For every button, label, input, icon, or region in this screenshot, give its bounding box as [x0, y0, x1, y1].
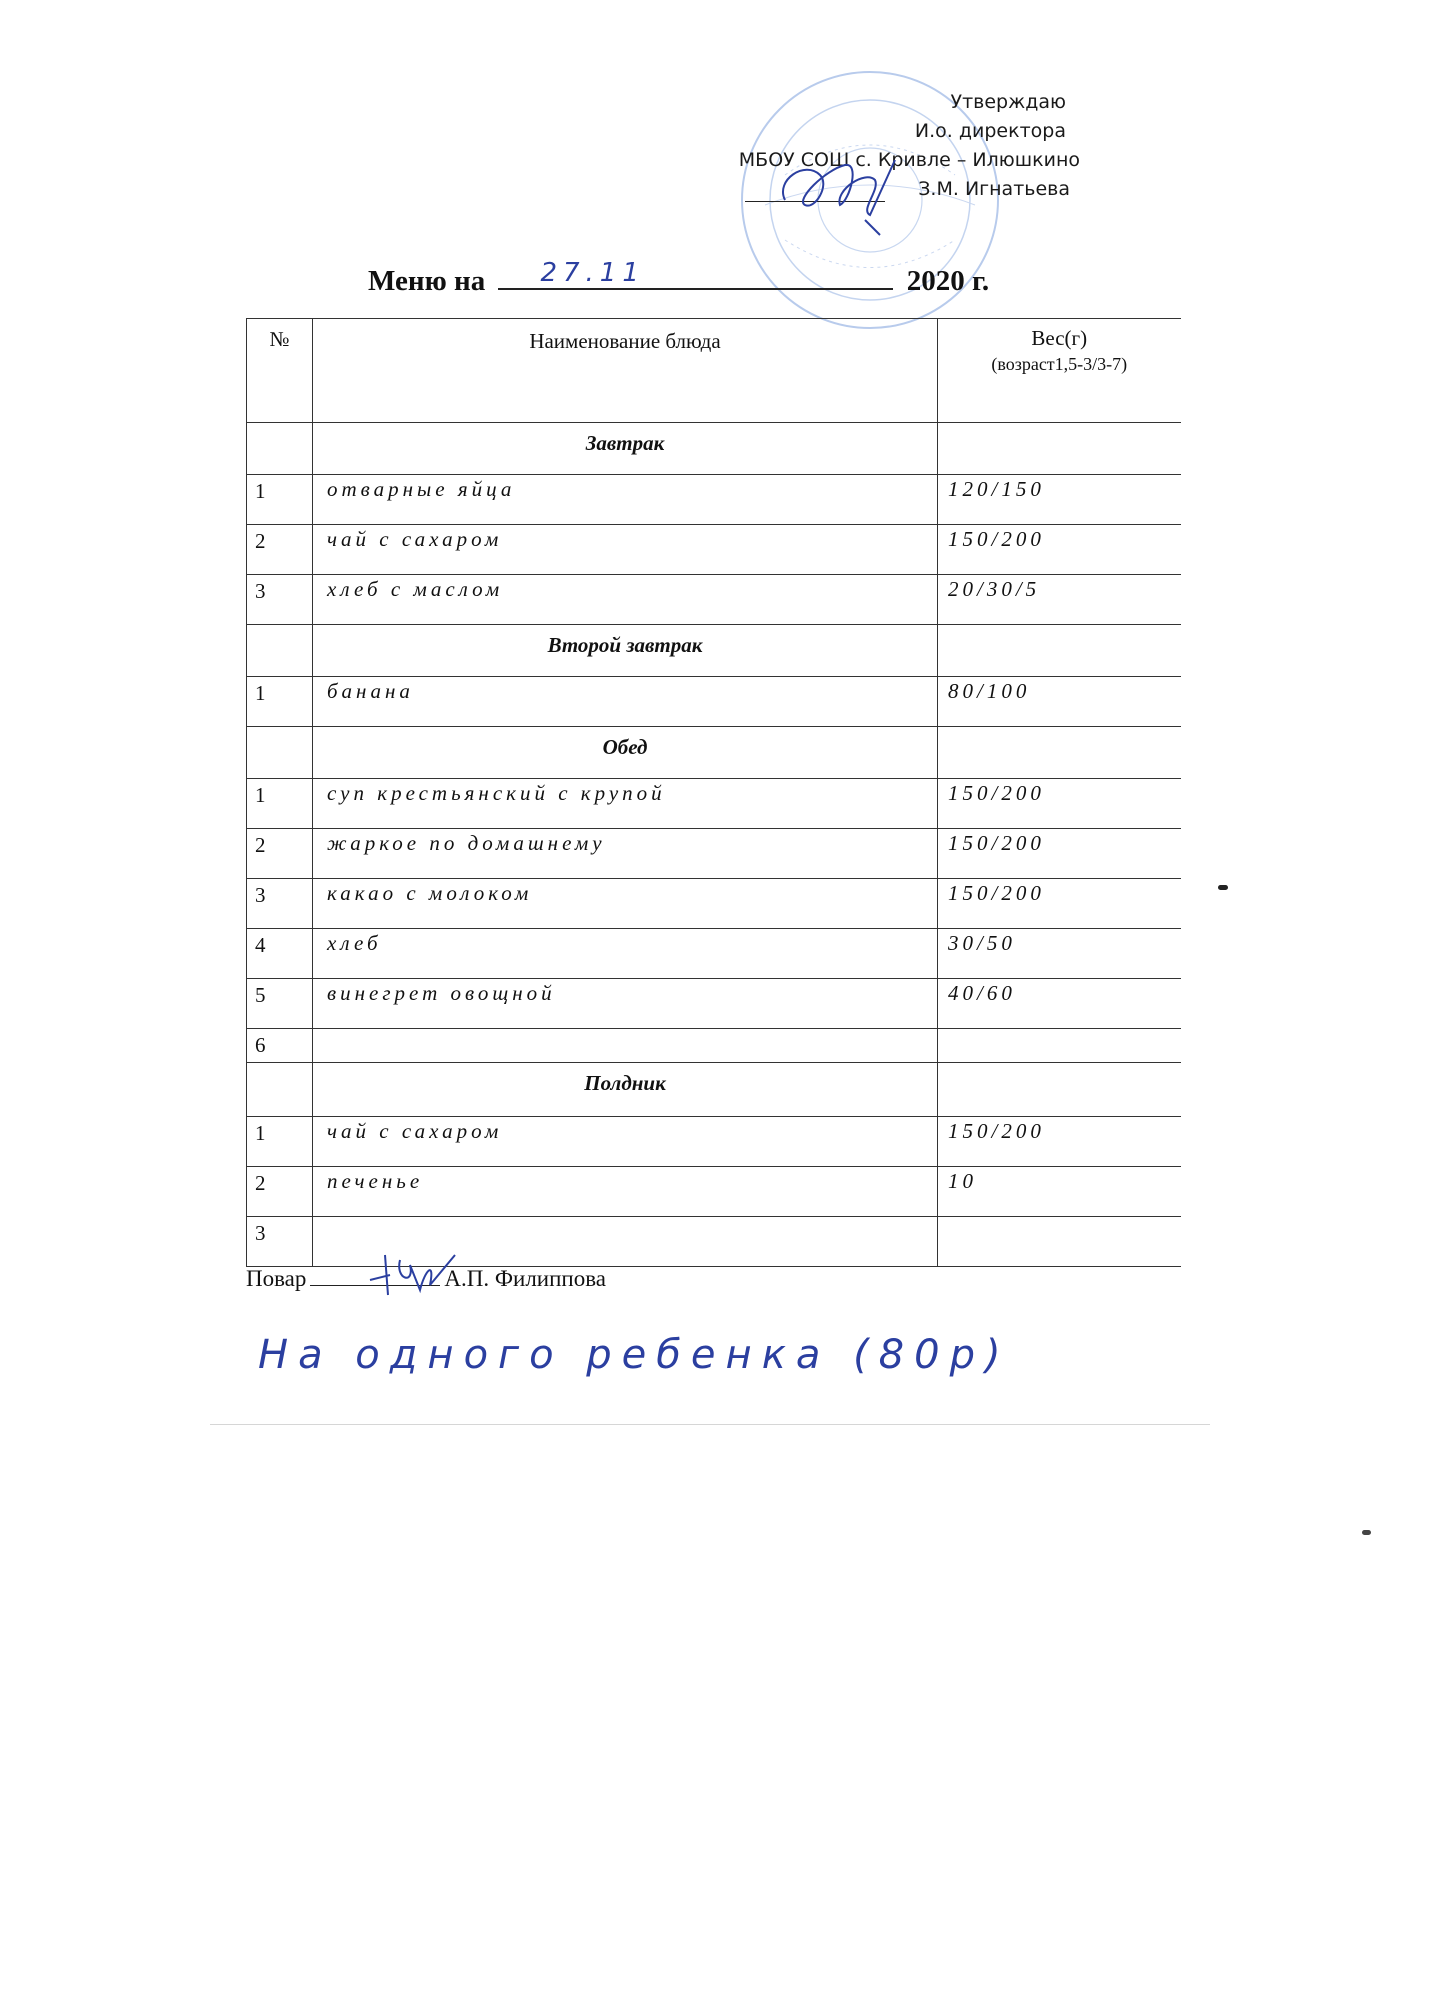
scan-speck [1362, 1530, 1371, 1535]
page-fold-line [210, 1424, 1210, 1425]
header-weight-age: (возраст1,5-3/3-7) [991, 354, 1128, 374]
dish-weight: 150/200 [948, 781, 1045, 805]
table-row [247, 475, 1181, 525]
section-weight-cell [938, 625, 1181, 677]
dish-name-cell [313, 1117, 938, 1167]
director-signature [765, 140, 915, 240]
weight-cell [938, 779, 1181, 829]
dish-name-cell [313, 475, 938, 525]
row-number: 1 [247, 779, 313, 829]
dish-name: печенье [327, 1169, 424, 1193]
weight-cell [938, 525, 1181, 575]
header-num: № [247, 319, 313, 423]
dish-name-cell [313, 929, 938, 979]
row-number: 3 [247, 575, 313, 625]
dish-name-cell [313, 575, 938, 625]
cook-name: А.П. Филиппова [444, 1266, 606, 1291]
title-year: 2020 г. [906, 265, 990, 297]
table-row [247, 1117, 1181, 1167]
director-name: З.М. Игнатьева [918, 178, 1070, 200]
dish-name: винегрет овощной [327, 981, 556, 1005]
weight-cell [938, 677, 1181, 727]
table-row [247, 979, 1181, 1029]
row-number: 1 [247, 1117, 313, 1167]
dish-name-cell [313, 677, 938, 727]
row-number: 1 [247, 677, 313, 727]
dish-name-cell [313, 829, 938, 879]
dish-name-cell [313, 525, 938, 575]
weight-cell [938, 1217, 1181, 1267]
section-weight-cell [938, 1063, 1181, 1117]
header-dish-name: Наименование блюда [313, 319, 938, 423]
section-title: Полдник [313, 1063, 938, 1117]
dish-name: хлеб [327, 931, 382, 955]
dish-name: банана [327, 679, 414, 703]
weight-cell [938, 1117, 1181, 1167]
date-value: 27.11 [540, 258, 645, 288]
page-title [368, 258, 990, 298]
dish-weight: 80/100 [948, 679, 1031, 703]
row-number: 3 [247, 879, 313, 929]
dish-name: суп крестьянский с крупой [327, 781, 666, 805]
row-number: 2 [247, 829, 313, 879]
dish-weight: 150/200 [948, 831, 1045, 855]
dish-weight: 10 [948, 1169, 977, 1193]
section-row [247, 1063, 1181, 1117]
table-row [247, 525, 1181, 575]
section-title: Обед [313, 727, 938, 779]
row-number: 6 [247, 1029, 313, 1063]
weight-cell [938, 575, 1181, 625]
section-num-cell [247, 727, 313, 779]
section-num-cell [247, 1063, 313, 1117]
dish-name: какао с молоком [327, 881, 533, 905]
dish-name-cell [313, 1029, 938, 1063]
scan-speck [1218, 885, 1228, 890]
section-num-cell [247, 423, 313, 475]
table-row [247, 1029, 1181, 1063]
table-row [247, 677, 1181, 727]
weight-cell [938, 929, 1181, 979]
table-row [247, 779, 1181, 829]
approval-line-position: И.о. директора [914, 120, 1066, 142]
dish-weight: 150/200 [948, 527, 1045, 551]
dish-weight: 30/50 [948, 931, 1016, 955]
weight-cell [938, 475, 1181, 525]
header-weight [938, 319, 1181, 423]
dish-weight: 120/150 [948, 477, 1045, 501]
table-row [247, 929, 1181, 979]
dish-name-cell [313, 979, 938, 1029]
row-number: 5 [247, 979, 313, 1029]
date-field [498, 258, 893, 290]
section-num-cell [247, 625, 313, 677]
dish-weight: 150/200 [948, 1119, 1045, 1143]
header-weight-label: Вес(г) [1031, 326, 1088, 350]
menu-table [246, 318, 1181, 1267]
dish-name: жаркое по домашнему [327, 831, 606, 855]
weight-cell [938, 1029, 1181, 1063]
dish-weight: 40/60 [948, 981, 1016, 1005]
row-number: 2 [247, 1167, 313, 1217]
dish-name-cell [313, 1167, 938, 1217]
weight-cell [938, 1167, 1181, 1217]
section-row [247, 423, 1181, 475]
section-row [247, 727, 1181, 779]
table-header-row [247, 319, 1181, 423]
title-prefix: Меню на [368, 265, 486, 297]
row-number: 3 [247, 1217, 313, 1267]
dish-name-cell [313, 879, 938, 929]
dish-weight: 150/200 [948, 881, 1045, 905]
section-title: Завтрак [313, 423, 938, 475]
row-number: 2 [247, 525, 313, 575]
approval-line-school: МБОУ СОШ с. Кривле – Илюшкино [738, 149, 1080, 171]
row-number: 4 [247, 929, 313, 979]
table-row [247, 1167, 1181, 1217]
section-weight-cell [938, 727, 1181, 779]
weight-cell [938, 979, 1181, 1029]
weight-cell [938, 879, 1181, 929]
table-row [247, 575, 1181, 625]
table-row [247, 829, 1181, 879]
section-row [247, 625, 1181, 677]
weight-cell [938, 829, 1181, 879]
dish-name: хлеб с маслом [327, 577, 504, 601]
table-row [247, 879, 1181, 929]
dish-name: чай с сахаром [327, 1119, 503, 1143]
cook-label: Повар [246, 1266, 307, 1291]
cook-signature [360, 1240, 470, 1300]
handwritten-note: На одного ребенка (80р) [258, 1332, 1011, 1378]
section-title: Второй завтрак [313, 625, 938, 677]
dish-name: отварные яйца [327, 477, 516, 501]
dish-name: чай с сахаром [327, 527, 503, 551]
section-weight-cell [938, 423, 1181, 475]
approval-line-approve: Утверждаю [950, 91, 1066, 113]
dish-weight: 20/30/5 [948, 577, 1041, 601]
dish-name-cell [313, 779, 938, 829]
row-number: 1 [247, 475, 313, 525]
